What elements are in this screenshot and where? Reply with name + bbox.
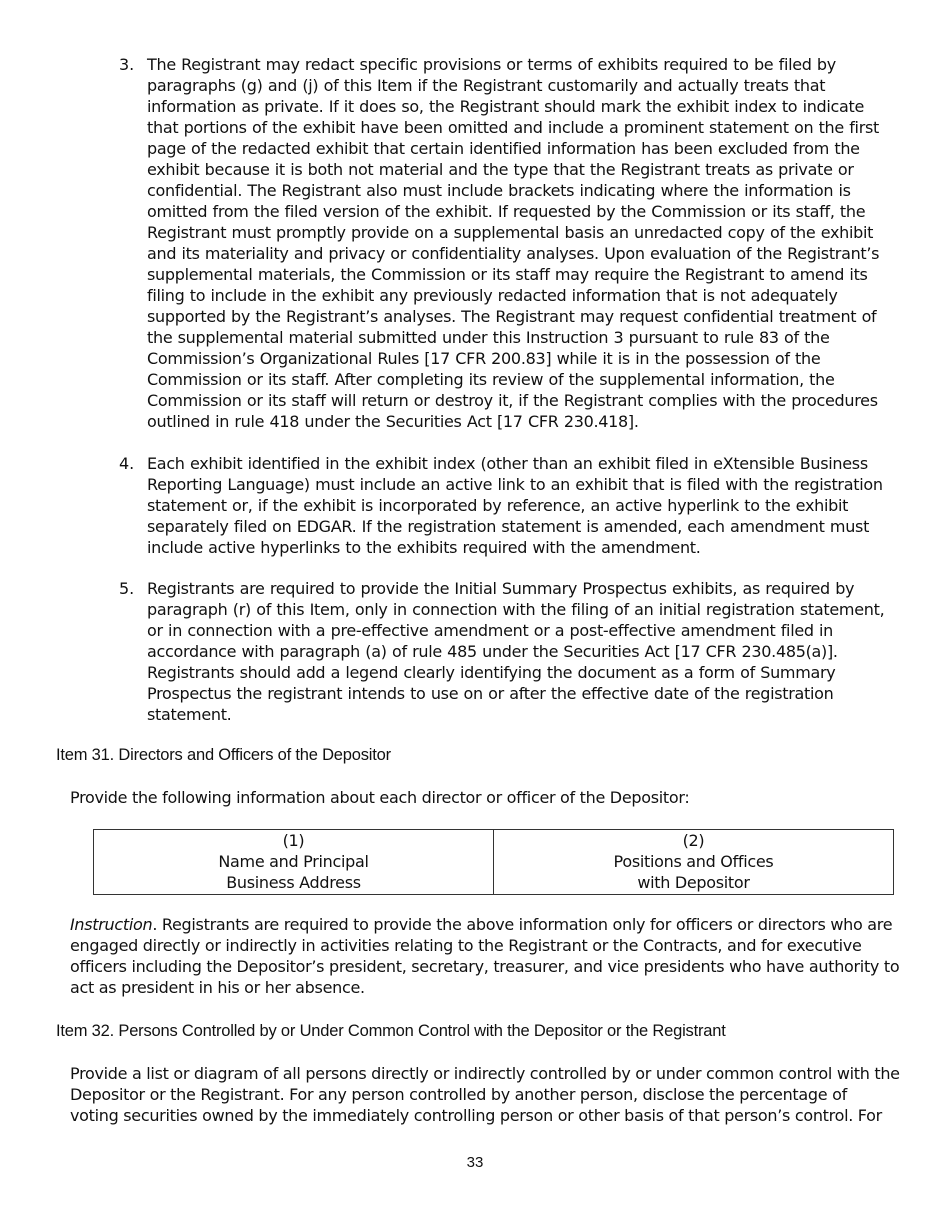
column-header-name-address — [94, 830, 494, 895]
item-31-intro: Provide the following information about each director or officer of the Depositor: — [70, 788, 690, 807]
list-text: Registrants are required to provide the Initial Summary Prospectus exhibits, as required by paragraph (r) of this Item, only in connection with the filing of an initial registration statement, or in connection with a pre-effective amendment or a post-effective amendment filed in accordance with paragraph (a) of rule 485 under the Securities Act [17 CFR 230.485(a)]. Registrants should add a legend clearly identifying the document as a form of Summary Prospectus the registrant intends to use on or after the effective date of the registration statement. — [147, 579, 885, 724]
column-label-line: Business Address — [226, 873, 361, 892]
item-31-heading: Item 31. Directors and Officers of the Depositor — [56, 746, 391, 764]
column-number: (2) — [682, 831, 705, 850]
item-32-text: Provide a list or diagram of all persons directly or indirectly controlled by or under common control with the Depositor or the Registrant. For any person controlled by another person, disclose the percentage of voting securities owned by the immediately controlling person or other basis of that person’s control. For — [70, 1064, 900, 1125]
list-text: Each exhibit identified in the exhibit index (other than an exhibit filed in eXtensible Business Reporting Language) must include an active link to an exhibit that is filed with the registration statement or, if the exhibit is incorporated by reference, an active hyperlink to the exhibit separately filed on EDGAR. If the registration statement is amended, each amendment must include active hyperlinks to the exhibits required with the amendment. — [147, 454, 883, 557]
column-label-line: with Depositor — [637, 873, 750, 892]
list-text: The Registrant may redact specific provisions or terms of exhibits required to be filed by paragraphs (g) and (j) of this Item if the Registrant customarily and actually treats that information as private. If it does so, the Registrant should mark the exhibit index to indicate that portions of the exhibit have been omitted and include a prominent statement on the first page of the redacted exhibit that certain identified information has been excluded from the exhibit because it is both not material and the type that the Registrant treats as private or confidential. The Registrant also must include brackets indicating where the information is omitted from the filed version of the exhibit. If requested by the Commission or its staff, the Registrant must promptly provide on a supplemental basis an unredacted copy of the exhibit and its materiality and privacy or confidentiality analyses. Upon evaluation of the Registrant’s supplemental materials, the Commission or its staff may require the Registrant to amend its filing to include in the exhibit any previously redacted information that is not adequately supported by the Registrant’s analyses. The Registrant may request confidential treatment of the supplemental material submitted under this Instruction 3 pursuant to rule 83 of the Commission’s Organizational Rules [17 CFR 200.83] while it is in the possession of the Commission or its staff. After completing its review of the supplemental information, the Commission or its staff will return or destroy it, if the Registrant complies with the procedures outlined in rule 418 under the Securities Act [17 CFR 230.418]. — [147, 55, 880, 431]
list-number: 5. — [119, 579, 135, 598]
instruction-label: Instruction — [70, 915, 153, 934]
page-number: 33 — [466, 1154, 484, 1171]
item-31-instruction — [70, 914, 900, 998]
list-number: 4. — [119, 454, 135, 473]
column-label-line: Positions and Offices — [613, 852, 774, 871]
instruction-item-4 — [119, 453, 889, 558]
table-header-row — [94, 830, 894, 895]
instruction-item-5 — [119, 578, 889, 725]
instruction-item-3 — [119, 54, 889, 432]
instruction-text: . Registrants are required to provide the above information only for officers or directors who are engaged directly or indirectly in activities relating to the Registrant or the Contracts, and for executive officers including the Depositor’s president, secretary, treasurer, and vice presidents who have authority to act as president in his or her absence. — [70, 915, 900, 997]
list-number: 3. — [119, 55, 135, 74]
column-header-positions-offices — [494, 830, 894, 895]
column-number: (1) — [282, 831, 305, 850]
column-label-line: Name and Principal — [218, 852, 369, 871]
directors-officers-table — [93, 829, 894, 895]
item-32-heading: Item 32. Persons Controlled by or Under Common Control with the Depositor or the Registrant — [56, 1022, 726, 1040]
